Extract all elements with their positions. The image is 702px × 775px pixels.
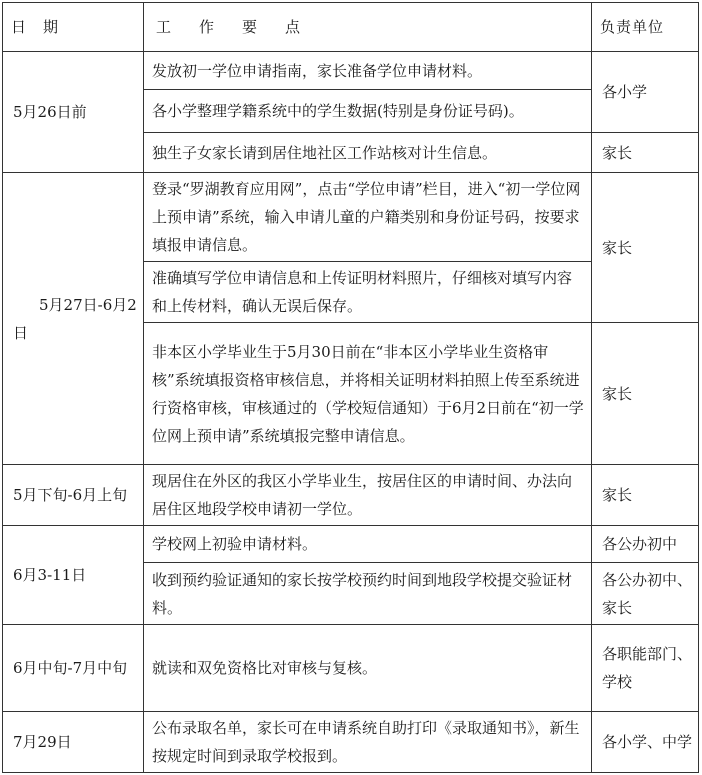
date-cell: 5月27日-6月2日 — [3, 173, 144, 465]
task-cell: 各小学整理学籍系统中的学生数据(特别是身份证号码)。 — [144, 90, 592, 133]
unit-cell: 家长 — [592, 465, 699, 526]
task-cell: 学校网上初验申请材料。 — [144, 526, 592, 563]
task-cell: 就读和双免资格比对审核与复核。 — [144, 625, 592, 712]
unit-cell: 家长 — [592, 323, 699, 465]
unit-cell: 各公办初中、家长 — [592, 563, 699, 625]
task-cell: 公布录取名单，家长可在申请系统自助打印《录取通知书》，新生按规定时间到录取学校报到。 — [144, 712, 592, 773]
table-row — [3, 625, 699, 712]
header-date: 日期 — [3, 3, 144, 52]
task-cell: 现居住在外区的我区小学毕业生，按居住区的申请时间、办法向居住区地段学校申请初一学位。 — [144, 465, 592, 526]
task-cell: 准确填写学位申请信息和上传证明材料照片，仔细核对填写内容和上传材料，确认无误后保存。 — [144, 262, 592, 323]
task-cell: 收到预约验证通知的家长按学校预约时间到地段学校提交验证材料。 — [144, 563, 592, 625]
unit-cell: 各小学 — [592, 52, 699, 133]
unit-cell: 各职能部门、学校 — [592, 625, 699, 712]
header-unit: 负责单位 — [592, 3, 699, 52]
task-cell: 发放初一学位申请指南，家长准备学位申请材料。 — [144, 52, 592, 90]
date-cell: 5月下旬-6月上旬 — [3, 465, 144, 526]
task-cell: 非本区小学毕业生于5月30日前在“非本区小学毕业生资格审核”系统填报资格审核信息，并将相关证明材料拍照上传至系统进行资格审核，审核通过的（学校短信通知）于6月2日前在“初一学位网上预申请”系统填报完整申请信息。 — [144, 323, 592, 465]
unit-cell: 各小学、中学 — [592, 712, 699, 773]
header-task: 工作要点 — [144, 3, 592, 52]
table-row — [3, 526, 699, 563]
date-cell: 7月29日 — [3, 712, 144, 773]
schedule-table — [2, 2, 699, 773]
task-cell: 登录“罗湖教育应用网”，点击“学位申请”栏目，进入“初一学位网上预申请”系统，输入申请儿童的户籍类别和身份证号码，按要求填报申请信息。 — [144, 173, 592, 262]
date-cell: 6月3-11日 — [3, 526, 144, 625]
table-row — [3, 465, 699, 526]
date-cell: 6月中旬-7月中旬 — [3, 625, 144, 712]
task-cell: 独生子女家长请到居住地社区工作站核对计生信息。 — [144, 133, 592, 173]
header-row — [3, 3, 699, 52]
unit-cell: 各公办初中 — [592, 526, 699, 563]
unit-cell: 家长 — [592, 133, 699, 173]
date-cell: 5月26日前 — [3, 52, 144, 173]
table-row — [3, 173, 699, 262]
unit-cell: 家长 — [592, 173, 699, 323]
table-row — [3, 52, 699, 90]
table-row — [3, 712, 699, 773]
